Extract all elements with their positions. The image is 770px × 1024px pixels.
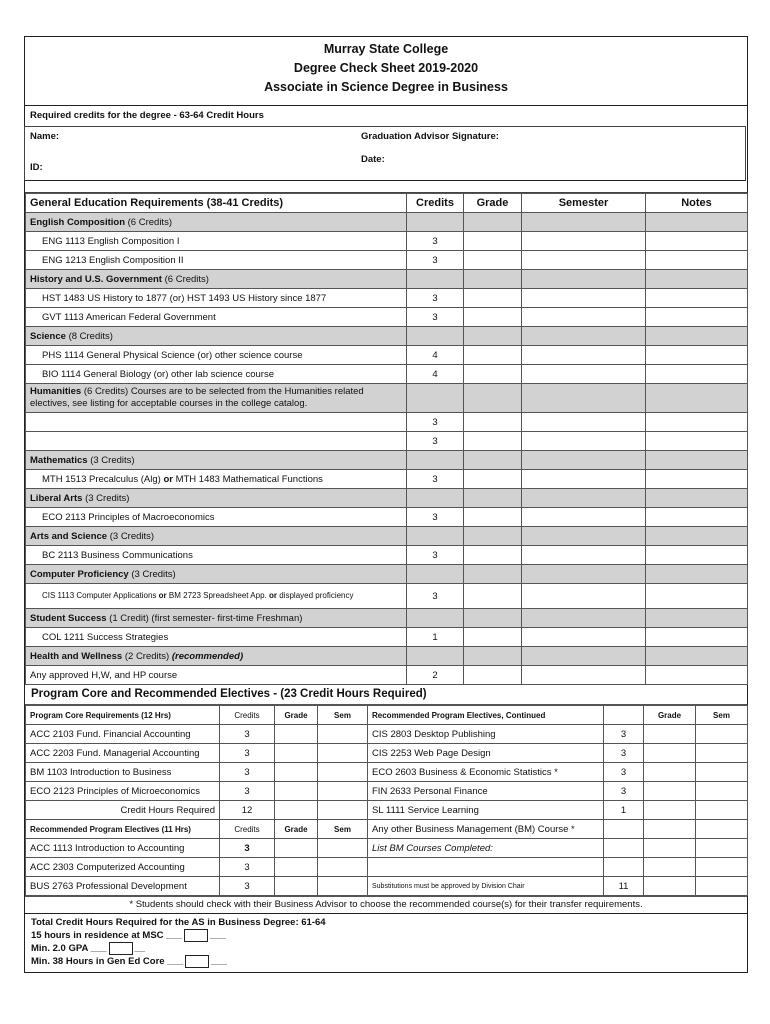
course-credits: 3 (407, 308, 464, 327)
elective-course: ACC 2303 Computerized Accounting (26, 858, 220, 877)
elective-course: ACC 1113 Introduction to Accounting (26, 839, 220, 858)
sem-cell[interactable] (696, 839, 748, 858)
notes-cell[interactable] (646, 413, 748, 432)
semester-cell[interactable] (522, 628, 646, 647)
grade-cell[interactable] (275, 877, 318, 896)
elective-credits: 3 (604, 744, 644, 763)
grade-cell[interactable] (464, 666, 522, 685)
grade-cell[interactable] (275, 744, 318, 763)
sem-cell[interactable] (318, 744, 368, 763)
grade-cell[interactable] (644, 801, 696, 820)
course-row (26, 508, 748, 527)
category-credits: (3 Credits) (90, 454, 135, 466)
course-row (26, 365, 748, 384)
category-name: History and U.S. Government (30, 273, 162, 285)
elective-credits: 3 (604, 725, 644, 744)
col-credits: Credits (220, 706, 275, 725)
course-credits: 3 (407, 546, 464, 565)
notes-cell[interactable] (646, 470, 748, 489)
course-name: GVT 1113 American Federal Government (26, 308, 407, 327)
grade-cell[interactable] (644, 725, 696, 744)
gen-ed-header-row (26, 194, 748, 213)
grade-cell[interactable] (644, 782, 696, 801)
col-credits: Credits (220, 820, 275, 839)
grade-cell[interactable] (644, 820, 696, 839)
category-row (26, 451, 748, 470)
grade-cell[interactable] (464, 584, 522, 609)
grade-cell[interactable] (644, 858, 696, 877)
semester-cell[interactable] (522, 289, 646, 308)
category-name: English Composition (30, 216, 125, 228)
program-row (26, 877, 748, 896)
category-row (26, 565, 748, 584)
category-name: Student Success (30, 612, 107, 624)
course-credits: 3 (407, 470, 464, 489)
course-row (26, 666, 748, 685)
elective-course: FIN 2633 Personal Finance (368, 782, 604, 801)
core-course: BM 1103 Introduction to Business (26, 763, 220, 782)
id-label: ID: (30, 162, 43, 173)
core-total: 12 (220, 801, 275, 820)
core-credits: 3 (220, 782, 275, 801)
semester-cell[interactable] (522, 432, 646, 451)
notes-cell[interactable] (646, 365, 748, 384)
course-credits: 3 (407, 289, 464, 308)
footnote: * Students should check with their Business Advisor to choose the recommended course(s) for their transfer requirements. (25, 896, 747, 913)
category-credits: (8 Credits) (68, 330, 113, 342)
program-row (26, 725, 748, 744)
sem-cell[interactable] (318, 782, 368, 801)
notes-cell[interactable] (646, 628, 748, 647)
grade-cell[interactable] (644, 744, 696, 763)
course-row (26, 232, 748, 251)
grade-cell[interactable] (464, 628, 522, 647)
course-name: BC 2113 Business Communications (26, 546, 407, 565)
semester-cell[interactable] (522, 308, 646, 327)
sem-cell[interactable] (696, 858, 748, 877)
category-row (26, 489, 748, 508)
core-credits: 3 (220, 725, 275, 744)
col-semester: Semester (522, 194, 646, 213)
core-course: ACC 2103 Fund. Financial Accounting (26, 725, 220, 744)
course-name: PHS 1114 General Physical Science (or) other science course (26, 346, 407, 365)
sem-cell[interactable] (696, 782, 748, 801)
elective-course: BUS 2763 Professional Development (26, 877, 220, 896)
grade-cell[interactable] (464, 308, 522, 327)
category-row (26, 270, 748, 289)
course-credits: 2 (407, 666, 464, 685)
course-row (26, 584, 748, 609)
course-row (26, 346, 748, 365)
list-bm-courses: List BM Courses Completed: (368, 839, 604, 858)
course-credits: 3 (407, 584, 464, 609)
course-row (26, 470, 748, 489)
degree-check-sheet (24, 36, 748, 973)
sheet-year: Degree Check Sheet 2019-2020 (293, 61, 479, 75)
gen-ed-hours-line: Min. 38 Hours in Gen Ed Core ___ ___ (31, 956, 227, 968)
semester-cell[interactable] (522, 584, 646, 609)
col-sem: Sem (318, 706, 368, 725)
semester-cell[interactable] (522, 232, 646, 251)
grade-cell[interactable] (464, 232, 522, 251)
course-name: CIS 1113 Computer Applications or BM 2723 Spreadsheet App. or displayed proficiency (26, 584, 407, 609)
grade-cell[interactable] (464, 251, 522, 270)
grade-cell[interactable] (464, 546, 522, 565)
notes-cell[interactable] (646, 289, 748, 308)
col-grade: Grade (275, 706, 318, 725)
notes-cell[interactable] (646, 308, 748, 327)
col-grade-2: Grade (644, 706, 696, 725)
col-grade: Grade (275, 820, 318, 839)
semester-cell[interactable] (522, 666, 646, 685)
degree-name: Associate in Science Degree in Business (264, 80, 508, 94)
notes-cell[interactable] (646, 508, 748, 527)
gen-ed-box[interactable] (185, 955, 209, 968)
category-name: Computer Proficiency (30, 568, 129, 580)
notes-cell[interactable] (646, 666, 748, 685)
core-total-label: Credit Hours Required (26, 801, 220, 820)
category-row (26, 609, 748, 628)
course-name: HST 1483 US History to 1877 (or) HST 1493 US History since 1877 (26, 289, 407, 308)
grade-cell[interactable] (464, 346, 522, 365)
core-heading: Program Core Requirements (12 Hrs) (26, 706, 220, 725)
semester-cell[interactable] (522, 365, 646, 384)
notes-cell[interactable] (646, 251, 748, 270)
notes-cell[interactable] (646, 232, 748, 251)
core-credits: 3 (220, 763, 275, 782)
course-name: ECO 2113 Principles of Macroeconomics (26, 508, 407, 527)
residence-line: 15 hours in residence at MSC ___ ___ (31, 930, 226, 942)
program-row (26, 744, 748, 763)
semester-cell[interactable] (522, 470, 646, 489)
category-name: Liberal Arts (30, 492, 83, 504)
elective-credits: 1 (604, 801, 644, 820)
category-credits: (3 Credits) (85, 492, 130, 504)
category-credits: (6 Credits) (164, 273, 209, 285)
col-credits: Credits (407, 194, 464, 213)
recommended-note: (recommended) (171, 650, 244, 662)
program-heading: Program Core and Recommended Electives - (23 Credit Hours Required) (25, 685, 747, 705)
gen-ed-table (25, 193, 748, 685)
program-row (26, 820, 748, 839)
college-name: Murray State College (323, 42, 449, 56)
category-credits: (3 Credits) (109, 530, 155, 542)
date-label: Date: (361, 154, 385, 165)
course-row (26, 289, 748, 308)
category-row (26, 384, 748, 413)
category-credits: (2 Credits) (124, 650, 170, 662)
grade-cell[interactable] (275, 763, 318, 782)
elective-credits: 3 (604, 763, 644, 782)
residence-box[interactable] (184, 929, 208, 942)
notes-cell[interactable] (646, 432, 748, 451)
elective-course: CIS 2253 Web Page Design (368, 744, 604, 763)
grade-cell[interactable] (464, 508, 522, 527)
sem-cell[interactable] (318, 839, 368, 858)
course-row (26, 546, 748, 565)
grade-cell[interactable] (275, 858, 318, 877)
total-credits: Total Credit Hours Required for the AS in Business Degree: 61-64 (31, 917, 326, 928)
program-row (26, 801, 748, 820)
grade-cell[interactable] (275, 725, 318, 744)
substitutions-note: Substitutions must be approved by Division Chair (368, 877, 604, 896)
sem-cell[interactable] (318, 763, 368, 782)
semester-cell[interactable] (522, 508, 646, 527)
sem-cell[interactable] (696, 763, 748, 782)
elective-credits: 3 (220, 858, 275, 877)
col-grade: Grade (464, 194, 522, 213)
course-row (26, 432, 748, 451)
name-label: Name: (30, 131, 60, 142)
grade-cell[interactable] (464, 432, 522, 451)
elective-credits: 3 (604, 782, 644, 801)
category-name: Science (30, 330, 66, 342)
program-row (26, 782, 748, 801)
category-name: Mathematics (30, 454, 88, 466)
course-row (26, 628, 748, 647)
semester-cell[interactable] (522, 346, 646, 365)
category-row (26, 527, 748, 546)
grade-cell[interactable] (275, 839, 318, 858)
category-credits: (1 Credit) (first semester- first-time Freshman) (109, 612, 303, 624)
course-row (26, 251, 748, 270)
program-table (25, 705, 748, 896)
course-name: BIO 1114 General Biology (or) other lab science course (26, 365, 407, 384)
course-name-blank[interactable] (26, 432, 407, 451)
gen-ed-heading: General Education Requirements (38-41 Credits) (26, 194, 407, 213)
semester-cell[interactable] (522, 413, 646, 432)
category-name: Arts and Science (30, 530, 108, 542)
col-sem: Sem (318, 820, 368, 839)
category-row (26, 213, 748, 232)
course-credits: 3 (407, 508, 464, 527)
course-credits: 3 (407, 251, 464, 270)
grade-cell[interactable] (464, 365, 522, 384)
category-name: Humanities (30, 386, 82, 397)
semester-cell[interactable] (522, 546, 646, 565)
grade-cell[interactable] (464, 289, 522, 308)
spacer (25, 181, 747, 193)
electives-heading: Recommended Program Electives (11 Hrs) (26, 820, 220, 839)
elective-course: CIS 2803 Desktop Publishing (368, 725, 604, 744)
category-row (26, 327, 748, 346)
sem-cell[interactable] (696, 820, 748, 839)
program-row (26, 858, 748, 877)
col-sem-2: Sem (696, 706, 748, 725)
electives-total: 11 (604, 877, 644, 896)
course-credits: 1 (407, 628, 464, 647)
gpa-line: Min. 2.0 GPA ___ __ (31, 943, 146, 955)
course-credits: 4 (407, 346, 464, 365)
elective-credits: 3 (220, 839, 275, 858)
course-name: Any approved H,W, and HP course (26, 666, 407, 685)
course-credits: 3 (407, 232, 464, 251)
program-header-row (26, 706, 748, 725)
totals-block (25, 913, 747, 972)
category-row (26, 647, 748, 666)
category-credits: (6 Credits) Courses are to be selected from the Humanities related electives, see listing for acceptable courses in the college catalog. (30, 386, 364, 409)
col-notes: Notes (646, 194, 748, 213)
course-row (26, 308, 748, 327)
elective-course: ECO 2603 Business & Economic Statistics * (368, 763, 604, 782)
semester-cell[interactable] (522, 251, 646, 270)
sheet-header (25, 37, 747, 106)
course-credits: 4 (407, 365, 464, 384)
gpa-box[interactable] (109, 942, 133, 955)
advisor-signature-label: Graduation Advisor Signature: (361, 131, 499, 142)
sem-cell[interactable] (696, 725, 748, 744)
sem-cell[interactable] (318, 858, 368, 877)
grade-cell[interactable] (464, 413, 522, 432)
course-row (26, 413, 748, 432)
course-name-blank[interactable] (26, 413, 407, 432)
core-course: ECO 2123 Principles of Microeconomics (26, 782, 220, 801)
program-row (26, 763, 748, 782)
course-name: COL 1211 Success Strategies (26, 628, 407, 647)
elective-course: SL 1111 Service Learning (368, 801, 604, 820)
course-credits: 3 (407, 432, 464, 451)
course-credits: 3 (407, 413, 464, 432)
any-bm-course: Any other Business Management (BM) Course * (368, 820, 604, 839)
sem-cell[interactable] (318, 877, 368, 896)
sem-cell[interactable] (696, 801, 748, 820)
notes-cell[interactable] (646, 346, 748, 365)
core-course: ACC 2203 Fund. Managerial Accounting (26, 744, 220, 763)
grade-cell[interactable] (464, 470, 522, 489)
elective-credits: 3 (220, 877, 275, 896)
course-name: MTH 1513 Precalculus (Alg) or MTH 1483 Mathematical Functions (26, 470, 407, 489)
sem-cell[interactable] (696, 744, 748, 763)
category-credits: (6 Credits) (127, 216, 172, 228)
grade-cell[interactable] (644, 763, 696, 782)
student-info (24, 126, 746, 181)
category-credits: (3 Credits) (131, 568, 176, 580)
category-name: Health and Wellness (30, 650, 123, 662)
grade-cell[interactable] (644, 839, 696, 858)
bm-course-blank[interactable] (368, 858, 604, 877)
continued-heading: Recommended Program Electives, Continued (368, 706, 604, 725)
required-credits: Required credits for the degree - 63-64 Credit Hours (30, 110, 264, 121)
grade-cell[interactable] (275, 782, 318, 801)
sem-cell[interactable] (318, 725, 368, 744)
program-row (26, 839, 748, 858)
core-credits: 3 (220, 744, 275, 763)
course-name: ENG 1113 English Composition I (26, 232, 407, 251)
course-name: ENG 1213 English Composition II (26, 251, 407, 270)
notes-cell[interactable] (646, 546, 748, 565)
notes-cell[interactable] (646, 584, 748, 609)
